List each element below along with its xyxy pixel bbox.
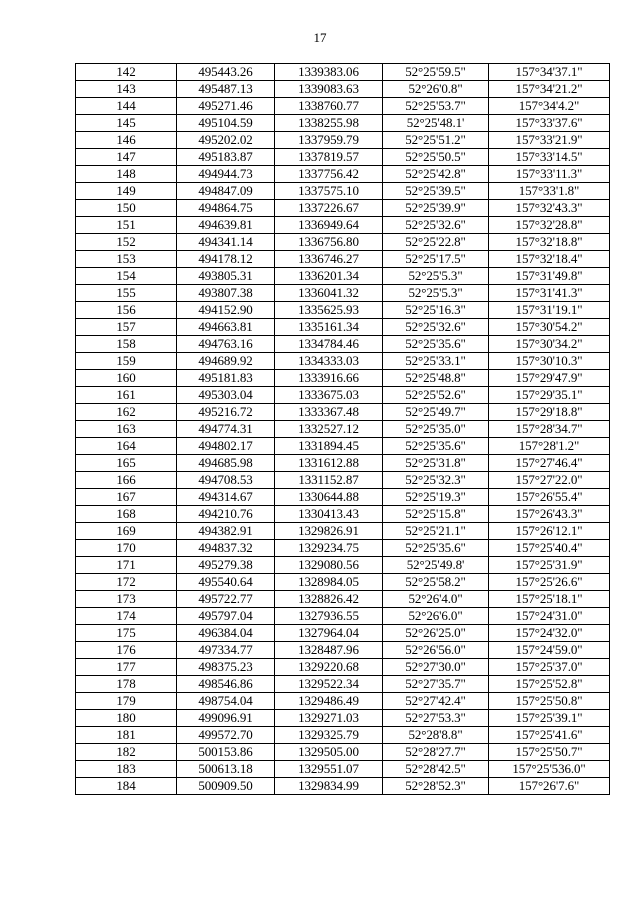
longitude-cell: 157°24'59.0"	[489, 642, 610, 659]
x-coordinate-cell: 494847.09	[177, 183, 275, 200]
longitude-cell: 157°25'41.6"	[489, 727, 610, 744]
y-coordinate-cell: 1329271.03	[275, 710, 383, 727]
y-coordinate-cell: 1328984.05	[275, 574, 383, 591]
y-coordinate-cell: 1337819.57	[275, 149, 383, 166]
longitude-cell: 157°33'11.3"	[489, 166, 610, 183]
y-coordinate-cell: 1327964.04	[275, 625, 383, 642]
point-number-cell: 159	[76, 353, 177, 370]
point-number-cell: 173	[76, 591, 177, 608]
point-number-cell: 181	[76, 727, 177, 744]
latitude-cell: 52°25'39.9"	[383, 200, 489, 217]
table-row	[76, 557, 610, 574]
x-coordinate-cell: 495443.26	[177, 64, 275, 81]
table-row	[76, 404, 610, 421]
latitude-cell: 52°25'5.3"	[383, 285, 489, 302]
y-coordinate-cell: 1334784.46	[275, 336, 383, 353]
latitude-cell: 52°25'32.6"	[383, 217, 489, 234]
point-number-cell: 150	[76, 200, 177, 217]
longitude-cell: 157°29'18.8"	[489, 404, 610, 421]
point-number-cell: 152	[76, 234, 177, 251]
y-coordinate-cell: 1327936.55	[275, 608, 383, 625]
point-number-cell: 147	[76, 149, 177, 166]
y-coordinate-cell: 1330644.88	[275, 489, 383, 506]
point-number-cell: 160	[76, 370, 177, 387]
y-coordinate-cell: 1329486.49	[275, 693, 383, 710]
latitude-cell: 52°25'31.8"	[383, 455, 489, 472]
longitude-cell: 157°34'4.2"	[489, 98, 610, 115]
table-row	[76, 676, 610, 693]
table-row	[76, 778, 610, 795]
x-coordinate-cell: 495271.46	[177, 98, 275, 115]
x-coordinate-cell: 494210.76	[177, 506, 275, 523]
point-number-cell: 167	[76, 489, 177, 506]
table-row	[76, 353, 610, 370]
latitude-cell: 52°28'42.5"	[383, 761, 489, 778]
table-row	[76, 149, 610, 166]
y-coordinate-cell: 1331612.88	[275, 455, 383, 472]
latitude-cell: 52°25'53.7"	[383, 98, 489, 115]
table-row	[76, 744, 610, 761]
longitude-cell: 157°25'50.8"	[489, 693, 610, 710]
point-number-cell: 153	[76, 251, 177, 268]
y-coordinate-cell: 1339383.06	[275, 64, 383, 81]
latitude-cell: 52°25'52.6"	[383, 387, 489, 404]
latitude-cell: 52°25'33.1"	[383, 353, 489, 370]
table-row	[76, 302, 610, 319]
x-coordinate-cell: 493805.31	[177, 268, 275, 285]
x-coordinate-cell: 498754.04	[177, 693, 275, 710]
table-row	[76, 506, 610, 523]
point-number-cell: 158	[76, 336, 177, 353]
point-number-cell: 183	[76, 761, 177, 778]
y-coordinate-cell: 1335161.34	[275, 319, 383, 336]
x-coordinate-cell: 494689.92	[177, 353, 275, 370]
y-coordinate-cell: 1336756.80	[275, 234, 383, 251]
longitude-cell: 157°26'43.3"	[489, 506, 610, 523]
longitude-cell: 157°25'39.1"	[489, 710, 610, 727]
y-coordinate-cell: 1331894.45	[275, 438, 383, 455]
table-row	[76, 183, 610, 200]
latitude-cell: 52°25'21.1"	[383, 523, 489, 540]
longitude-cell: 157°31'49.8"	[489, 268, 610, 285]
table-row	[76, 625, 610, 642]
x-coordinate-cell: 494382.91	[177, 523, 275, 540]
longitude-cell: 157°29'35.1"	[489, 387, 610, 404]
y-coordinate-cell: 1337575.10	[275, 183, 383, 200]
point-number-cell: 162	[76, 404, 177, 421]
latitude-cell: 52°25'35.6"	[383, 336, 489, 353]
table-row	[76, 693, 610, 710]
table-row	[76, 608, 610, 625]
table-row	[76, 166, 610, 183]
latitude-cell: 52°25'58.2"	[383, 574, 489, 591]
x-coordinate-cell: 495303.04	[177, 387, 275, 404]
y-coordinate-cell: 1329325.79	[275, 727, 383, 744]
point-number-cell: 171	[76, 557, 177, 574]
table-row	[76, 659, 610, 676]
table-row	[76, 489, 610, 506]
longitude-cell: 157°29'47.9"	[489, 370, 610, 387]
latitude-cell: 52°25'16.3"	[383, 302, 489, 319]
latitude-cell: 52°25'48.1'	[383, 115, 489, 132]
latitude-cell: 52°26'56.0"	[383, 642, 489, 659]
x-coordinate-cell: 500909.50	[177, 778, 275, 795]
table-row	[76, 319, 610, 336]
table-row	[76, 591, 610, 608]
latitude-cell: 52°25'50.5"	[383, 149, 489, 166]
x-coordinate-cell: 495104.59	[177, 115, 275, 132]
latitude-cell: 52°26'25.0"	[383, 625, 489, 642]
x-coordinate-cell: 495797.04	[177, 608, 275, 625]
x-coordinate-cell: 493807.38	[177, 285, 275, 302]
table-row	[76, 710, 610, 727]
point-number-cell: 180	[76, 710, 177, 727]
x-coordinate-cell: 494774.31	[177, 421, 275, 438]
table-row	[76, 217, 610, 234]
table-row	[76, 336, 610, 353]
point-number-cell: 170	[76, 540, 177, 557]
point-number-cell: 177	[76, 659, 177, 676]
longitude-cell: 157°28'1.2"	[489, 438, 610, 455]
point-number-cell: 143	[76, 81, 177, 98]
x-coordinate-cell: 499096.91	[177, 710, 275, 727]
y-coordinate-cell: 1329234.75	[275, 540, 383, 557]
longitude-cell: 157°33'37.6"	[489, 115, 610, 132]
point-number-cell: 157	[76, 319, 177, 336]
latitude-cell: 52°25'15.8"	[383, 506, 489, 523]
y-coordinate-cell: 1333675.03	[275, 387, 383, 404]
point-number-cell: 168	[76, 506, 177, 523]
y-coordinate-cell: 1332527.12	[275, 421, 383, 438]
x-coordinate-cell: 495279.38	[177, 557, 275, 574]
x-coordinate-cell: 494944.73	[177, 166, 275, 183]
latitude-cell: 52°25'49.7"	[383, 404, 489, 421]
y-coordinate-cell: 1339083.63	[275, 81, 383, 98]
latitude-cell: 52°28'8.8"	[383, 727, 489, 744]
y-coordinate-cell: 1329080.56	[275, 557, 383, 574]
y-coordinate-cell: 1329505.00	[275, 744, 383, 761]
y-coordinate-cell: 1329826.91	[275, 523, 383, 540]
table-row	[76, 64, 610, 81]
x-coordinate-cell: 496384.04	[177, 625, 275, 642]
latitude-cell: 52°25'48.8"	[383, 370, 489, 387]
latitude-cell: 52°25'59.5"	[383, 64, 489, 81]
longitude-cell: 157°33'1.8"	[489, 183, 610, 200]
longitude-cell: 157°33'21.9"	[489, 132, 610, 149]
point-number-cell: 161	[76, 387, 177, 404]
table-row	[76, 761, 610, 778]
x-coordinate-cell: 494178.12	[177, 251, 275, 268]
point-number-cell: 142	[76, 64, 177, 81]
table-row	[76, 421, 610, 438]
table-row	[76, 387, 610, 404]
y-coordinate-cell: 1328826.42	[275, 591, 383, 608]
latitude-cell: 52°25'5.3"	[383, 268, 489, 285]
latitude-cell: 52°25'32.3"	[383, 472, 489, 489]
latitude-cell: 52°25'42.8"	[383, 166, 489, 183]
y-coordinate-cell: 1338760.77	[275, 98, 383, 115]
y-coordinate-cell: 1329522.34	[275, 676, 383, 693]
coordinates-table-body	[76, 64, 610, 795]
latitude-cell: 52°28'27.7"	[383, 744, 489, 761]
y-coordinate-cell: 1336041.32	[275, 285, 383, 302]
longitude-cell: 157°32'28.8"	[489, 217, 610, 234]
point-number-cell: 179	[76, 693, 177, 710]
x-coordinate-cell: 500613.18	[177, 761, 275, 778]
point-number-cell: 145	[76, 115, 177, 132]
longitude-cell: 157°26'12.1"	[489, 523, 610, 540]
point-number-cell: 184	[76, 778, 177, 795]
longitude-cell: 157°25'50.7"	[489, 744, 610, 761]
longitude-cell: 157°27'22.0"	[489, 472, 610, 489]
latitude-cell: 52°25'35.0"	[383, 421, 489, 438]
y-coordinate-cell: 1329220.68	[275, 659, 383, 676]
longitude-cell: 157°26'7.6"	[489, 778, 610, 795]
page-number: 17	[313, 30, 327, 45]
longitude-cell: 157°30'34.2"	[489, 336, 610, 353]
latitude-cell: 52°26'0.8"	[383, 81, 489, 98]
latitude-cell: 52°25'17.5"	[383, 251, 489, 268]
y-coordinate-cell: 1334333.03	[275, 353, 383, 370]
x-coordinate-cell: 494152.90	[177, 302, 275, 319]
point-number-cell: 175	[76, 625, 177, 642]
x-coordinate-cell: 494639.81	[177, 217, 275, 234]
y-coordinate-cell: 1337959.79	[275, 132, 383, 149]
x-coordinate-cell: 497334.77	[177, 642, 275, 659]
table-row	[76, 268, 610, 285]
table-row	[76, 523, 610, 540]
table-row	[76, 574, 610, 591]
point-number-cell: 164	[76, 438, 177, 455]
table-row	[76, 234, 610, 251]
y-coordinate-cell: 1336949.64	[275, 217, 383, 234]
y-coordinate-cell: 1329551.07	[275, 761, 383, 778]
table-row	[76, 438, 610, 455]
point-number-cell: 149	[76, 183, 177, 200]
point-number-cell: 156	[76, 302, 177, 319]
point-number-cell: 178	[76, 676, 177, 693]
y-coordinate-cell: 1335625.93	[275, 302, 383, 319]
latitude-cell: 52°25'32.6"	[383, 319, 489, 336]
latitude-cell: 52°28'52.3"	[383, 778, 489, 795]
point-number-cell: 166	[76, 472, 177, 489]
y-coordinate-cell: 1336201.34	[275, 268, 383, 285]
x-coordinate-cell: 495202.02	[177, 132, 275, 149]
longitude-cell: 157°34'37.1"	[489, 64, 610, 81]
coordinates-table	[75, 63, 610, 795]
table-row	[76, 98, 610, 115]
longitude-cell: 157°25'18.1"	[489, 591, 610, 608]
table-row	[76, 285, 610, 302]
point-number-cell: 151	[76, 217, 177, 234]
point-number-cell: 163	[76, 421, 177, 438]
table-row	[76, 472, 610, 489]
x-coordinate-cell: 498375.23	[177, 659, 275, 676]
x-coordinate-cell: 498546.86	[177, 676, 275, 693]
point-number-cell: 146	[76, 132, 177, 149]
longitude-cell: 157°31'41.3"	[489, 285, 610, 302]
latitude-cell: 52°25'35.6"	[383, 540, 489, 557]
latitude-cell: 52°27'53.3"	[383, 710, 489, 727]
latitude-cell: 52°25'49.8'	[383, 557, 489, 574]
longitude-cell: 157°25'52.8"	[489, 676, 610, 693]
latitude-cell: 52°26'4.0"	[383, 591, 489, 608]
longitude-cell: 157°25'31.9"	[489, 557, 610, 574]
y-coordinate-cell: 1336746.27	[275, 251, 383, 268]
table-row	[76, 370, 610, 387]
x-coordinate-cell: 495181.83	[177, 370, 275, 387]
y-coordinate-cell: 1329834.99	[275, 778, 383, 795]
x-coordinate-cell: 499572.70	[177, 727, 275, 744]
x-coordinate-cell: 494837.32	[177, 540, 275, 557]
table-row	[76, 540, 610, 557]
x-coordinate-cell: 494341.14	[177, 234, 275, 251]
table-row	[76, 251, 610, 268]
x-coordinate-cell: 495487.13	[177, 81, 275, 98]
longitude-cell: 157°32'43.3"	[489, 200, 610, 217]
latitude-cell: 52°27'35.7"	[383, 676, 489, 693]
x-coordinate-cell: 500153.86	[177, 744, 275, 761]
table-row	[76, 115, 610, 132]
y-coordinate-cell: 1331152.87	[275, 472, 383, 489]
longitude-cell: 157°27'46.4"	[489, 455, 610, 472]
table-row	[76, 727, 610, 744]
table-row	[76, 81, 610, 98]
longitude-cell: 157°26'55.4"	[489, 489, 610, 506]
latitude-cell: 52°27'42.4"	[383, 693, 489, 710]
x-coordinate-cell: 494708.53	[177, 472, 275, 489]
longitude-cell: 157°31'19.1"	[489, 302, 610, 319]
longitude-cell: 157°32'18.8"	[489, 234, 610, 251]
longitude-cell: 157°30'54.2"	[489, 319, 610, 336]
longitude-cell: 157°25'26.6"	[489, 574, 610, 591]
x-coordinate-cell: 495183.87	[177, 149, 275, 166]
longitude-cell: 157°24'32.0"	[489, 625, 610, 642]
latitude-cell: 52°27'30.0"	[383, 659, 489, 676]
table-row	[76, 642, 610, 659]
latitude-cell: 52°25'35.6"	[383, 438, 489, 455]
y-coordinate-cell: 1338255.98	[275, 115, 383, 132]
y-coordinate-cell: 1337756.42	[275, 166, 383, 183]
point-number-cell: 154	[76, 268, 177, 285]
longitude-cell: 157°25'40.4"	[489, 540, 610, 557]
table-row	[76, 132, 610, 149]
longitude-cell: 157°24'31.0"	[489, 608, 610, 625]
x-coordinate-cell: 495722.77	[177, 591, 275, 608]
x-coordinate-cell: 494763.16	[177, 336, 275, 353]
point-number-cell: 182	[76, 744, 177, 761]
longitude-cell: 157°28'34.7"	[489, 421, 610, 438]
longitude-cell: 157°34'21.2"	[489, 81, 610, 98]
point-number-cell: 176	[76, 642, 177, 659]
longitude-cell: 157°32'18.4"	[489, 251, 610, 268]
x-coordinate-cell: 494663.81	[177, 319, 275, 336]
point-number-cell: 155	[76, 285, 177, 302]
latitude-cell: 52°25'19.3"	[383, 489, 489, 506]
longitude-cell: 157°33'14.5"	[489, 149, 610, 166]
latitude-cell: 52°25'51.2"	[383, 132, 489, 149]
point-number-cell: 172	[76, 574, 177, 591]
longitude-cell: 157°25'536.0"	[489, 761, 610, 778]
x-coordinate-cell: 494864.75	[177, 200, 275, 217]
latitude-cell: 52°26'6.0"	[383, 608, 489, 625]
table-row	[76, 455, 610, 472]
x-coordinate-cell: 494314.67	[177, 489, 275, 506]
y-coordinate-cell: 1337226.67	[275, 200, 383, 217]
table-row	[76, 200, 610, 217]
point-number-cell: 169	[76, 523, 177, 540]
x-coordinate-cell: 494685.98	[177, 455, 275, 472]
point-number-cell: 174	[76, 608, 177, 625]
y-coordinate-cell: 1333367.48	[275, 404, 383, 421]
latitude-cell: 52°25'22.8"	[383, 234, 489, 251]
point-number-cell: 144	[76, 98, 177, 115]
point-number-cell: 148	[76, 166, 177, 183]
point-number-cell: 165	[76, 455, 177, 472]
longitude-cell: 157°25'37.0"	[489, 659, 610, 676]
y-coordinate-cell: 1330413.43	[275, 506, 383, 523]
x-coordinate-cell: 495216.72	[177, 404, 275, 421]
y-coordinate-cell: 1333916.66	[275, 370, 383, 387]
y-coordinate-cell: 1328487.96	[275, 642, 383, 659]
longitude-cell: 157°30'10.3"	[489, 353, 610, 370]
latitude-cell: 52°25'39.5"	[383, 183, 489, 200]
x-coordinate-cell: 494802.17	[177, 438, 275, 455]
x-coordinate-cell: 495540.64	[177, 574, 275, 591]
